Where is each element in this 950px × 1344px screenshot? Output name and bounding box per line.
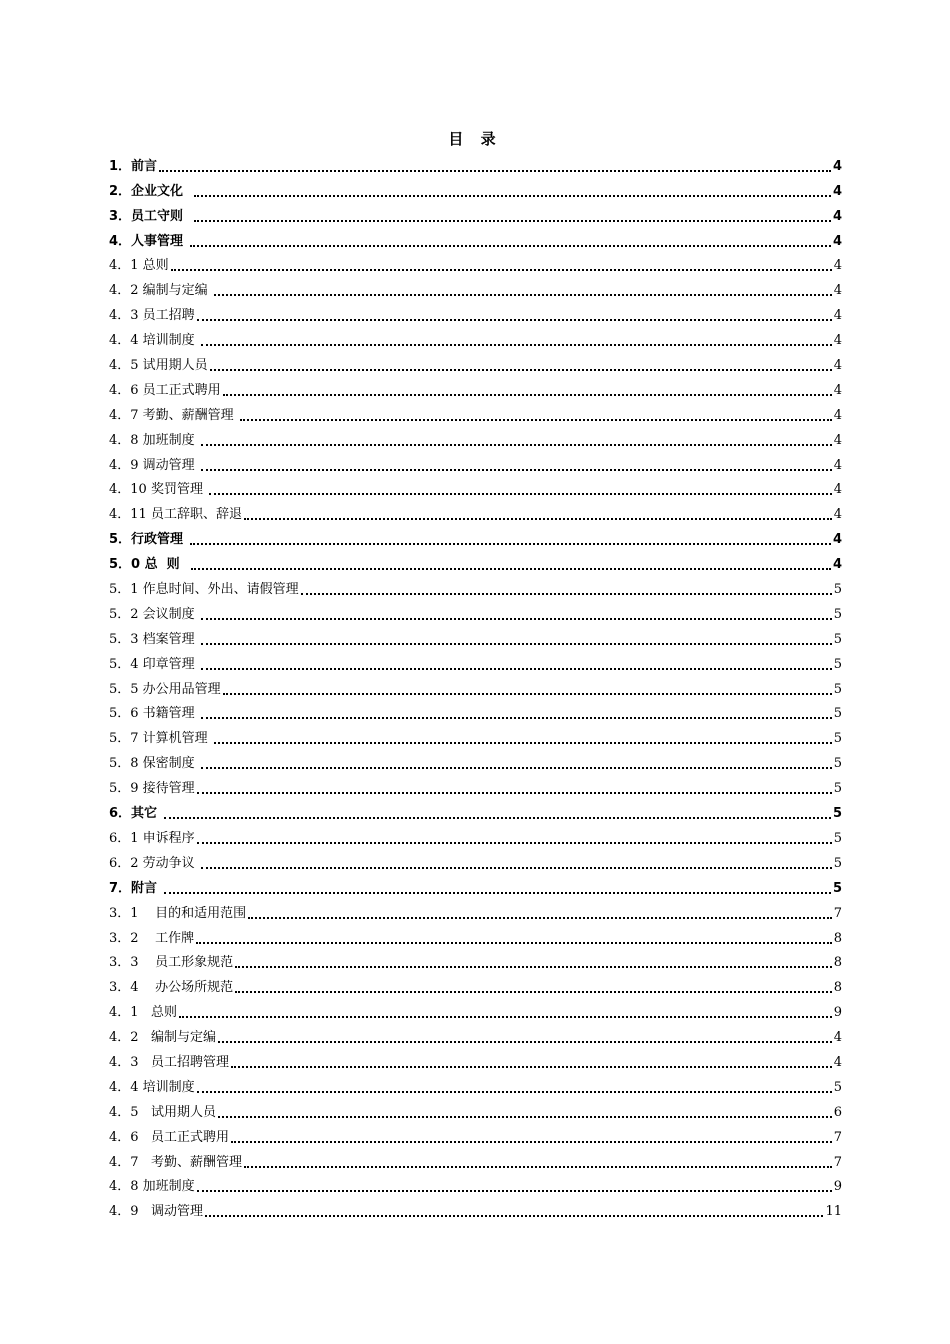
toc-entry-label: 4．5 试用期人员 <box>109 358 208 374</box>
toc-entry-label: 4．9 调动管理 <box>109 1204 203 1220</box>
toc-leader-dots <box>164 817 831 819</box>
toc-entry-page-number: 4 <box>833 507 842 523</box>
toc-leader-dots <box>201 618 832 620</box>
toc-entry-label: 5．0 总 则 <box>109 557 189 573</box>
toc-leader-dots <box>235 966 832 968</box>
toc-entry-page-number: 6 <box>833 1104 842 1120</box>
toc-entry[interactable] <box>109 548 842 573</box>
toc-entry[interactable] <box>109 872 842 897</box>
toc-entry[interactable] <box>109 324 842 349</box>
toc-leader-dots <box>218 1041 832 1043</box>
toc-entry[interactable] <box>109 299 842 324</box>
toc-entry-page-number: 5 <box>832 806 842 822</box>
toc-leader-dots <box>244 1166 832 1168</box>
toc-entry[interactable] <box>109 747 842 772</box>
toc-entry-label: 6．1 申诉程序 <box>109 830 195 846</box>
toc-entry[interactable] <box>109 200 842 225</box>
toc-entry-label: 3．4 办公场所规范 <box>109 980 234 996</box>
toc-entry-label: 2．企业文化 <box>109 183 193 199</box>
toc-entry[interactable] <box>109 673 842 698</box>
toc-leader-dots <box>164 892 831 894</box>
toc-entry-page-number: 5 <box>833 830 842 846</box>
toc-leader-dots <box>205 1215 824 1217</box>
toc-entry-label: 4．11 员工辞职、辞退 <box>109 507 242 523</box>
toc-leader-dots <box>248 917 832 919</box>
toc-entry-page-number: 4 <box>833 1030 842 1046</box>
toc-entry-label: 4．6 员工正式聘用 <box>109 382 221 398</box>
toc-entry[interactable] <box>109 971 842 996</box>
toc-entry[interactable] <box>109 1071 842 1096</box>
toc-entry-page-number: 5 <box>833 582 842 598</box>
toc-entry[interactable] <box>109 772 842 797</box>
toc-leader-dots <box>179 1016 832 1018</box>
toc-entry-label: 5．1 作息时间、外出、请假管理 <box>109 582 299 598</box>
toc-leader-dots <box>201 717 832 719</box>
toc-entry-label: 4．3 员工招聘 <box>109 308 195 324</box>
toc-entry[interactable] <box>109 922 842 947</box>
toc-leader-dots <box>223 394 832 396</box>
toc-leader-dots <box>201 643 832 645</box>
toc-leader-dots <box>214 742 832 744</box>
toc-entry-page-number: 4 <box>833 258 842 274</box>
toc-entry-page-number: 7 <box>833 1129 842 1145</box>
toc-entry-page-number: 5 <box>832 880 842 896</box>
toc-leader-dots <box>159 170 831 172</box>
toc-entry-page-number: 8 <box>833 955 842 971</box>
toc-entry-label: 4．3 员工招聘管理 <box>109 1054 229 1070</box>
toc-entry-label: 5．5 办公用品管理 <box>109 681 221 697</box>
toc-leader-dots <box>191 568 831 570</box>
toc-entry[interactable] <box>109 847 842 872</box>
toc-title: 目 录 <box>448 130 502 148</box>
toc-entry-label: 4．1 总则 <box>109 258 169 274</box>
toc-entry-page-number: 11 <box>825 1204 842 1220</box>
toc-entry-label: 5．4 印章管理 <box>109 656 199 672</box>
toc-entry-label: 4．7 考勤、薪酬管理 <box>109 407 238 423</box>
toc-entry[interactable] <box>109 150 842 175</box>
toc-entry[interactable] <box>109 947 842 972</box>
toc-entry-label: 4．7 考勤、薪酬管理 <box>109 1154 242 1170</box>
toc-entry[interactable] <box>109 1146 842 1171</box>
toc-entry-page-number: 5 <box>833 681 842 697</box>
toc-entry-label: 5．8 保密制度 <box>109 756 199 772</box>
toc-entry[interactable] <box>109 225 842 250</box>
toc-entry[interactable] <box>109 1096 842 1121</box>
toc-leader-dots <box>223 693 832 695</box>
toc-leader-dots <box>201 767 832 769</box>
toc-leader-dots <box>171 269 832 271</box>
toc-entry-page-number: 4 <box>832 233 842 249</box>
toc-entry-label: 4．人事管理 <box>109 233 188 249</box>
toc-leader-dots <box>210 369 832 371</box>
toc-entry[interactable] <box>109 250 842 275</box>
toc-leader-dots <box>197 1190 832 1192</box>
toc-entry[interactable] <box>109 598 842 623</box>
toc-entry[interactable] <box>109 1046 842 1071</box>
toc-entry[interactable] <box>109 1195 842 1220</box>
toc-entry[interactable] <box>109 1171 842 1196</box>
toc-entry-label: 3．1 目的和适用范围 <box>109 905 247 921</box>
toc-entry-page-number: 4 <box>833 482 842 498</box>
toc-entry-page-number: 5 <box>833 731 842 747</box>
toc-leader-dots <box>231 1141 832 1143</box>
toc-entry-label: 1．前言 <box>109 158 158 174</box>
toc-entry-page-number: 4 <box>833 1054 842 1070</box>
toc-entry[interactable] <box>109 648 842 673</box>
toc-entry-label: 5．7 计算机管理 <box>109 731 212 747</box>
toc-entry-page-number: 4 <box>833 432 842 448</box>
toc-leader-dots <box>190 245 831 247</box>
toc-entry-label: 6．其它 <box>109 806 162 822</box>
toc-entry[interactable] <box>109 374 842 399</box>
toc-entry[interactable] <box>109 822 842 847</box>
toc-leader-dots <box>214 294 832 296</box>
toc-entry[interactable] <box>109 474 842 499</box>
toc-leader-dots <box>218 1116 832 1118</box>
toc-entry-page-number: 4 <box>833 308 842 324</box>
toc-leader-dots <box>240 419 832 421</box>
toc-entry[interactable] <box>109 349 842 374</box>
toc-leader-dots <box>194 195 831 197</box>
toc-entry[interactable] <box>109 623 842 648</box>
toc-entry[interactable] <box>109 449 842 474</box>
toc-leader-dots <box>201 344 832 346</box>
toc-entry-label: 4．8 加班制度 <box>109 432 199 448</box>
toc-entry-page-number: 9 <box>833 1005 842 1021</box>
toc-entry[interactable] <box>109 424 842 449</box>
toc-entry[interactable] <box>109 274 842 299</box>
toc-entry-page-number: 4 <box>833 407 842 423</box>
toc-entry-label: 4．10 奖罚管理 <box>109 482 208 498</box>
toc-entry-page-number: 5 <box>833 756 842 772</box>
toc-entry-label: 4．8 加班制度 <box>109 1179 195 1195</box>
toc-entry-page-number: 4 <box>832 158 842 174</box>
toc-entry-page-number: 5 <box>833 606 842 622</box>
toc-entry-label: 5．2 会议制度 <box>109 606 199 622</box>
toc-entry-page-number: 7 <box>833 1154 842 1170</box>
toc-leader-dots <box>190 543 831 545</box>
toc-leader-dots <box>201 668 832 670</box>
toc-entry[interactable] <box>109 175 842 200</box>
toc-leader-dots <box>197 842 832 844</box>
toc-entry[interactable] <box>109 1021 842 1046</box>
toc-entry-page-number: 4 <box>833 283 842 299</box>
toc-entry-label: 4．2 编制与定编 <box>109 283 212 299</box>
toc-entry-page-number: 8 <box>833 930 842 946</box>
toc-leader-dots <box>194 220 831 222</box>
toc-entry-label: 3．3 员工形象规范 <box>109 955 234 971</box>
toc-entry[interactable] <box>109 797 842 822</box>
toc-entry-page-number: 4 <box>833 457 842 473</box>
toc-leader-dots <box>235 991 832 993</box>
toc-entry-page-number: 5 <box>833 1079 842 1095</box>
toc-entry-page-number: 4 <box>832 208 842 224</box>
toc-entry[interactable] <box>109 698 842 723</box>
toc-entry[interactable] <box>109 722 842 747</box>
toc-leader-dots <box>197 319 832 321</box>
toc-entry-label: 5．6 书籍管理 <box>109 706 199 722</box>
toc-leader-dots <box>301 593 832 595</box>
toc-leader-dots <box>196 942 832 944</box>
toc-entry-label: 3．员工守则 <box>109 208 193 224</box>
toc-entry-page-number: 4 <box>832 532 842 548</box>
toc-list <box>109 150 842 1220</box>
toc-entry-page-number: 9 <box>833 1179 842 1195</box>
toc-entry-page-number: 7 <box>833 905 842 921</box>
toc-entry-label: 3．2 工作牌 <box>109 930 195 946</box>
toc-leader-dots <box>201 867 832 869</box>
toc-entry-label: 4．2 编制与定编 <box>109 1030 216 1046</box>
toc-entry-label: 4．9 调动管理 <box>109 457 199 473</box>
toc-entry[interactable] <box>109 897 842 922</box>
toc-entry[interactable] <box>109 573 842 598</box>
toc-leader-dots <box>201 469 832 471</box>
toc-leader-dots <box>231 1066 832 1068</box>
toc-entry[interactable] <box>109 498 842 523</box>
toc-entry[interactable] <box>109 1121 842 1146</box>
toc-entry-page-number: 5 <box>833 855 842 871</box>
toc-leader-dots <box>197 792 832 794</box>
toc-entry-page-number: 4 <box>833 382 842 398</box>
toc-leader-dots <box>197 1091 832 1093</box>
toc-entry-label: 7．附言 <box>109 880 162 896</box>
toc-entry-page-number: 4 <box>832 183 842 199</box>
toc-entry-page-number: 4 <box>833 333 842 349</box>
toc-entry-page-number: 5 <box>833 781 842 797</box>
toc-entry-page-number: 5 <box>833 706 842 722</box>
toc-entry-label: 4．4 培训制度 <box>109 1079 195 1095</box>
toc-entry-page-number: 8 <box>833 980 842 996</box>
toc-entry-page-number: 5 <box>833 631 842 647</box>
toc-entry[interactable] <box>109 523 842 548</box>
toc-entry-label: 4．4 培训制度 <box>109 333 199 349</box>
toc-leader-dots <box>201 444 832 446</box>
toc-entry-label: 6．2 劳动争议 <box>109 855 199 871</box>
toc-entry-page-number: 4 <box>832 557 842 573</box>
toc-leader-dots <box>209 493 832 495</box>
toc-entry-label: 4．6 员工正式聘用 <box>109 1129 229 1145</box>
toc-entry[interactable] <box>109 399 842 424</box>
toc-entry-page-number: 5 <box>833 656 842 672</box>
toc-entry-label: 5．行政管理 <box>109 532 188 548</box>
toc-leader-dots <box>244 518 832 520</box>
toc-entry-label: 4．5 试用期人员 <box>109 1104 216 1120</box>
toc-entry-label: 5．3 档案管理 <box>109 631 199 647</box>
toc-entry-label: 4．1 总则 <box>109 1005 177 1021</box>
toc-entry[interactable] <box>109 996 842 1021</box>
toc-entry-label: 5．9 接待管理 <box>109 781 195 797</box>
toc-entry-page-number: 4 <box>833 358 842 374</box>
